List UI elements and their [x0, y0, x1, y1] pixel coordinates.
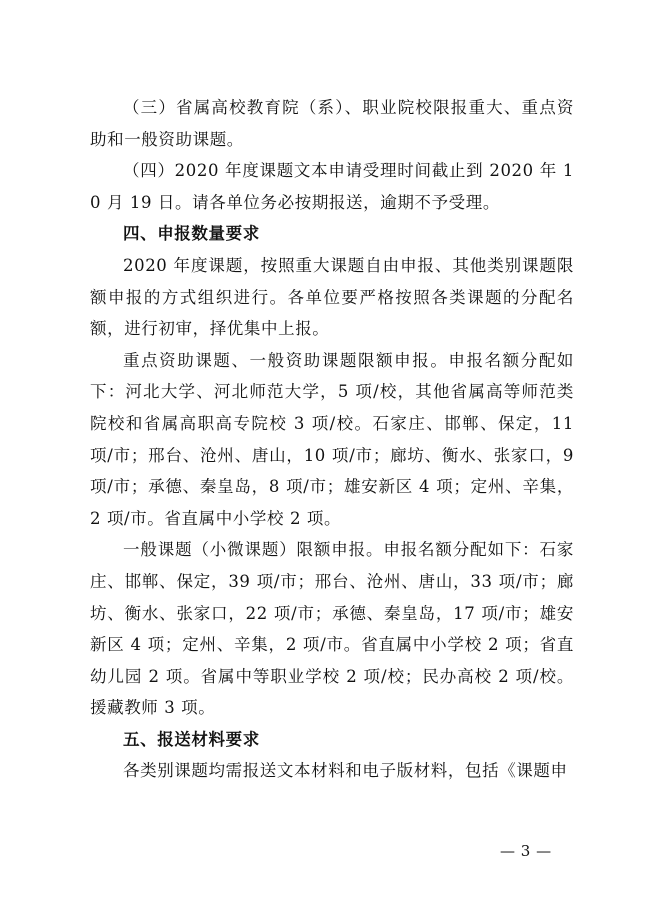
- paragraph-general-quota: 一般课题（小微课题）限额申报。申报名额分配如下：石家庄、邯郸、保定，39 项/市；邢台、沧州、唐山，33 项/市；廊坊、衡水、张家口，22 项/市；承德、秦皇岛，17 项/市；雄安新区 4 项；定州、辛集，2 项/市。省直属中小学校 2 项；省直幼儿园 2 项。省属中等职业学校 2 项/校；民办高校 2 项/校。援藏教师 3 项。: [90, 540, 574, 718]
- document-body: [90, 92, 574, 787]
- paragraph-materials: 各类别课题均需报送文本材料和电子版材料，包括《课题申: [123, 761, 568, 781]
- paragraph-quota-intro: 2020 年度课题，按照重大课题自由申报、其他类别课题限额申报的方式组织进行。各单位要严格按照各类课题的分配名额，进行初审，择优集中上报。: [90, 255, 574, 339]
- section-heading-materials: 五、报送材料要求: [123, 729, 260, 749]
- page-number: — 3 —: [500, 842, 552, 860]
- section-heading-quota: 四、申报数量要求: [123, 224, 260, 244]
- paragraph-deadline: （四）2020 年度课题文本申请受理时间截止到 2020 年 10 月 19 日。请各单位务必按期报送，逾期不予受理。: [90, 161, 574, 212]
- paragraph-provincial-colleges: （三）省属高校教育院（系）、职业院校限报重大、重点资助和一般资助课题。: [90, 98, 574, 149]
- paragraph-key-funded-quota: 重点资助课题、一般资助课题限额申报。申报名额分配如下：河北大学、河北师范大学，5 项/校，其他省属高等师范类院校和省属高职高专院校 3 项/校。石家庄、邯郸、保定，11 项/市；邢台、沧州、唐山，10 项/市；廊坊、衡水、张家口，9 项/市；承德、秦皇岛，8 项/市；雄安新区 4 项；定州、辛集，2 项/市。省直属中小学校 2 项。: [90, 350, 574, 528]
